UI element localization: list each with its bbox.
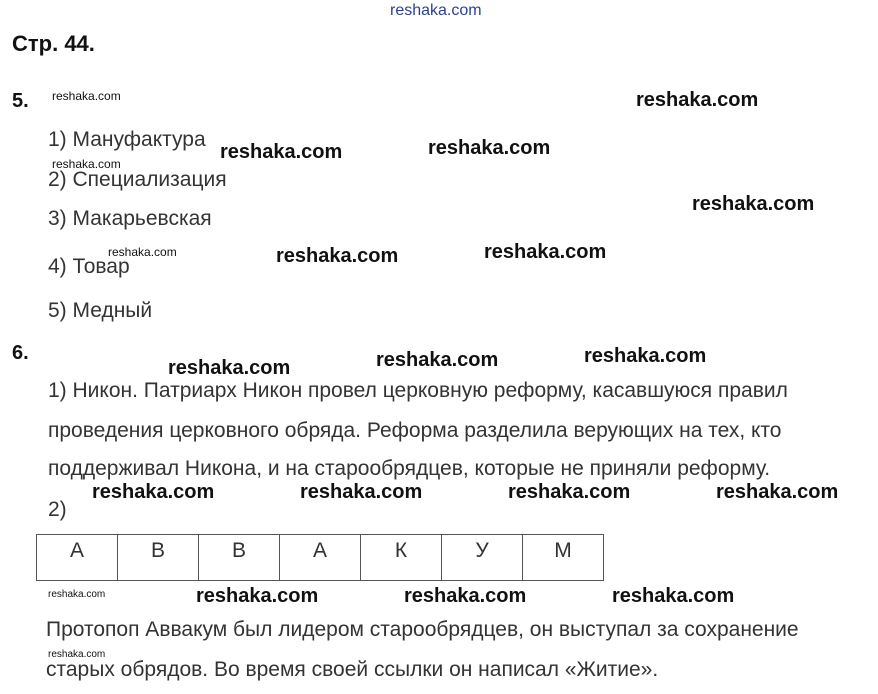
watermark: reshaka.com [168, 357, 291, 379]
task-6-part1-line-1: 1) Никон. Патриарх Никон провел церковную реформу, касавшуюся правил [48, 379, 788, 402]
task-5-answer-3: 3) Макарьевская [48, 207, 212, 230]
watermark: reshaka.com [508, 481, 631, 503]
letter-cell: М [523, 535, 604, 581]
watermark: reshaka.com [376, 349, 499, 371]
letter-table [36, 534, 604, 581]
letter-cell: В [199, 535, 280, 581]
watermark: reshaka.com [404, 585, 527, 607]
watermark: reshaka.com [52, 157, 121, 171]
watermark: reshaka.com [276, 245, 399, 267]
page-heading: Стр. 44. [12, 31, 95, 56]
watermark: reshaka.com [48, 589, 106, 600]
letter-cell: А [280, 535, 361, 581]
watermark: reshaka.com [692, 193, 815, 215]
watermark: reshaka.com [584, 345, 707, 367]
task-6-explanation-line-1: Протопоп Аввакум был лидером старообрядцев, он выступал за сохранение [46, 618, 799, 641]
watermark: reshaka.com [612, 585, 735, 607]
watermark: reshaka.com [428, 137, 551, 159]
watermark: reshaka.com [108, 245, 177, 259]
task-6-number: 6. [12, 342, 29, 364]
watermark: reshaka.com [196, 585, 319, 607]
task-5-answer-5: 5) Медный [48, 299, 153, 322]
letter-cell: К [361, 535, 442, 581]
letter-cell: У [442, 535, 523, 581]
letter-cell: А [37, 535, 118, 581]
watermark: reshaka.com [716, 481, 839, 503]
task-6-part1-line-3: поддерживал Никона, и на старообрядцев, которые не приняли реформу. [48, 457, 771, 480]
watermark: reshaka.com [636, 89, 759, 111]
watermark: reshaka.com [300, 481, 423, 503]
task-6-explanation-line-2: старых обрядов. Во время своей ссылки он написал «Житие». [46, 658, 659, 681]
watermark: reshaka.com [48, 649, 106, 660]
task-5-answer-4: 4) Товар [48, 255, 130, 278]
watermark: reshaka.com [220, 141, 343, 163]
letter-cell: В [118, 535, 199, 581]
task-5-answer-2: 2) Специализация [48, 168, 227, 191]
task-6-part1-line-2: проведения церковного обряда. Реформа разделила верующих на тех, кто [48, 419, 782, 442]
watermark: reshaka.com [484, 241, 607, 263]
watermark: reshaka.com [92, 481, 215, 503]
task-5-number: 5. [12, 90, 29, 112]
task-5-answer-1: 1) Мануфактура [48, 128, 206, 151]
watermark: reshaka.com [52, 89, 121, 103]
site-header-link[interactable]: reshaka.com [390, 2, 482, 19]
task-6-part2-label: 2) [48, 498, 67, 521]
